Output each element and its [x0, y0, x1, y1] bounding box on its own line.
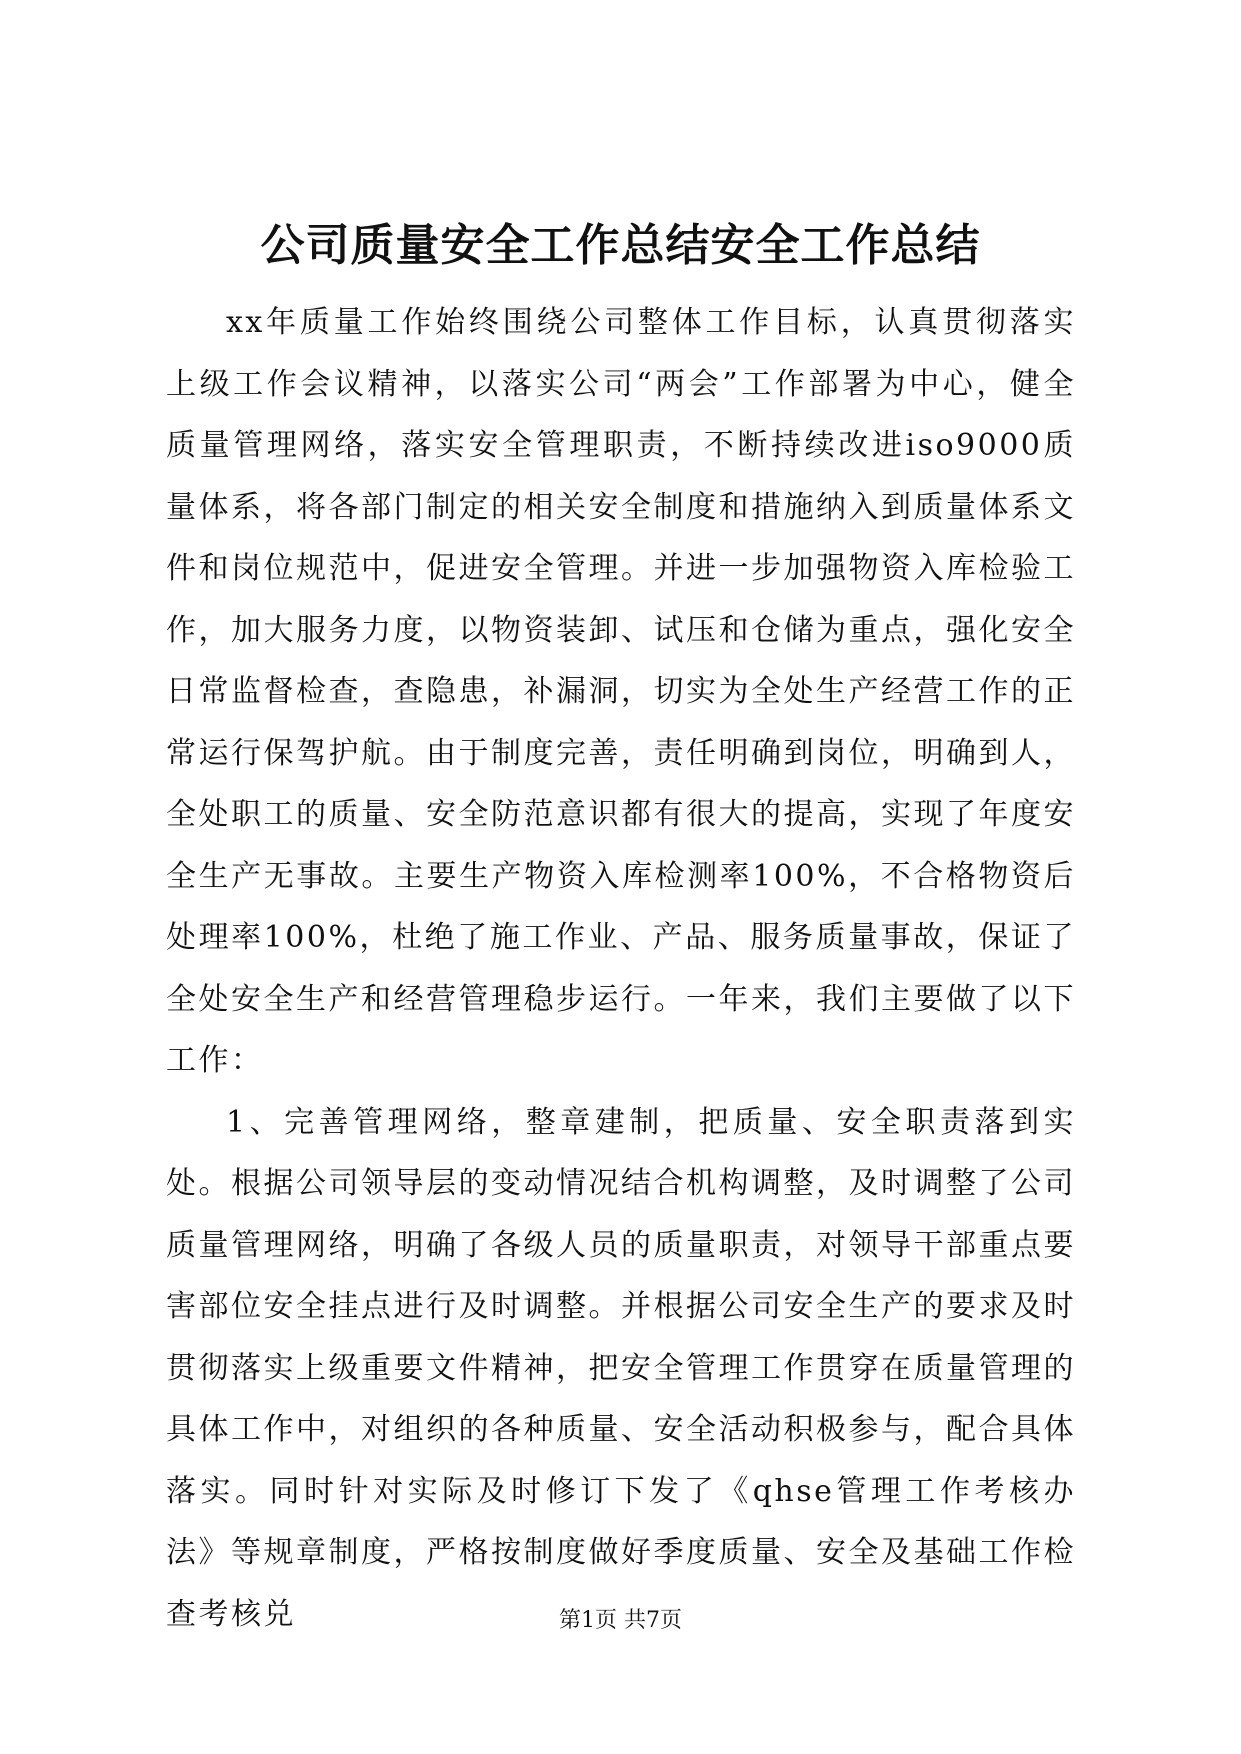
body-paragraph: xx年质量工作始终围绕公司整体工作目标，认真贯彻落实上级工作会议精神，以落实公司“两会”工作部署为中心，健全质量管理网络，落实安全管理职责，不断持续改进iso9000质量体系，将各部门制定的相关安全制度和措施纳入到质量体系文件和岗位规范中，促进安全管理。并进一步加强物资入库检验工作，加大服务力度，以物资装卸、试压和仓储为重点，强化安全日常监督检查，查隐患，补漏洞，切实为全处生产经营工作的正常运行保驾护航。由于制度完善，责任明确到岗位，明确到人，全处职工的质量、安全防范意识都有很大的提高，实现了年度安全生产无事故。主要生产物资入库检测率100%，不合格物资后处理率100%，杜绝了施工作业、产品、服务质量事故，保证了全处安全生产和经营管理稳步运行。一年来，我们主要做了以下工作： — [166, 305, 1076, 1078]
body-paragraph: 1、完善管理网络，整章建制，把质量、安全职责落到实处。根据公司领导层的变动情况结合机构调整，及时调整了公司质量管理网络，明确了各级人员的质量职责，对领导干部重点要害部位安全挂点进行及时调整。并根据公司安全生产的要求及时贯彻落实上级重要文件精神，把安全管理工作贯穿在质量管理的具体工作中，对组织的各种质量、安全活动积极参与，配合具体落实。同时针对实际及时修订下发了《qhse管理工作考核办法》等规章制度，严格按制度做好季度质量、安全及基础工作检查考核兑 — [166, 1104, 1076, 1632]
document-body — [166, 292, 1076, 1645]
page-number: 第1页 共7页 — [559, 1608, 682, 1633]
document-title: 公司质量安全工作总结安全工作总结 — [260, 220, 981, 271]
